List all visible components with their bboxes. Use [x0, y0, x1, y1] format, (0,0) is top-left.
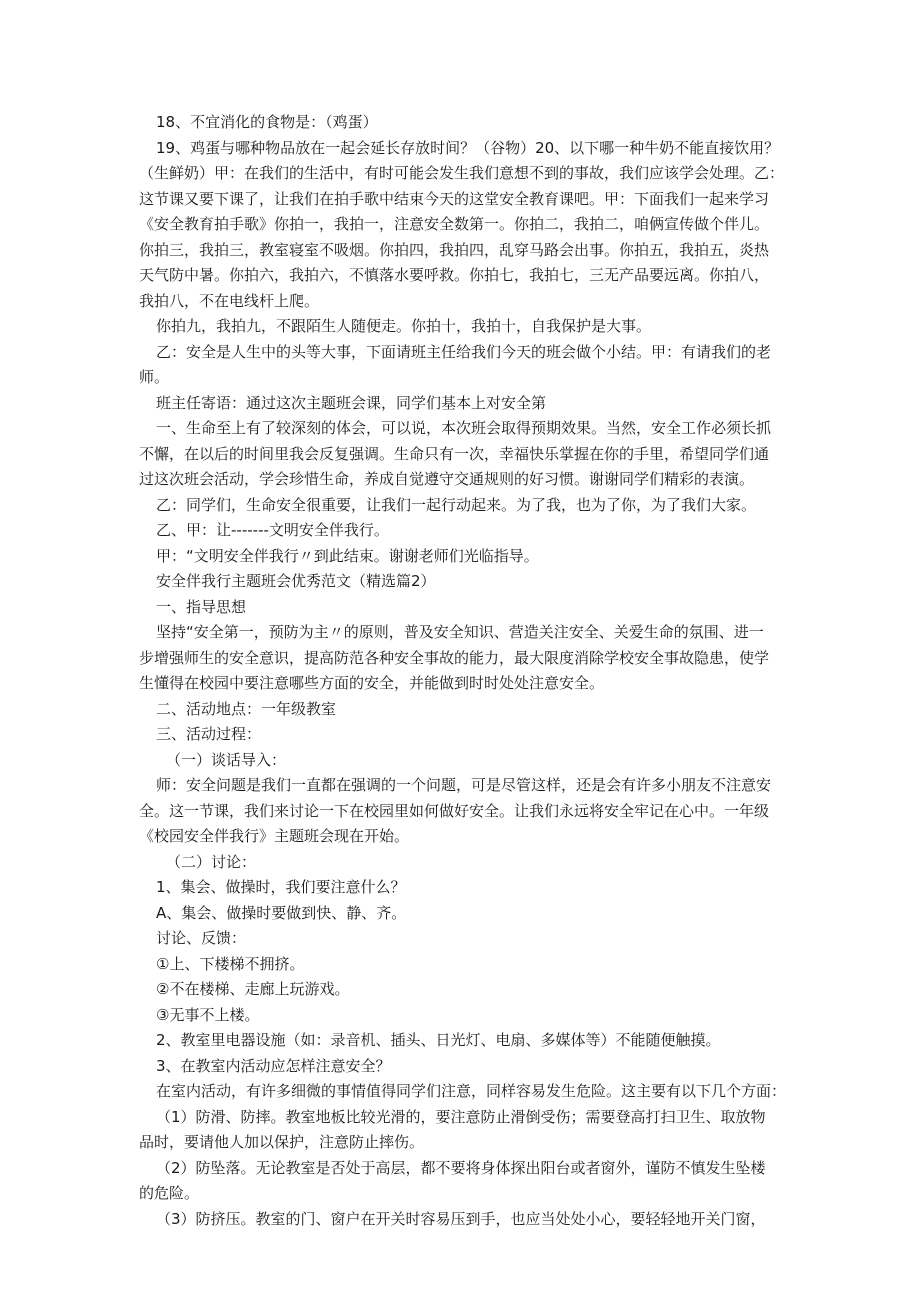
text-line: 1、集会、做操时，我们要注意什么？: [156, 878, 406, 896]
text-line: （3）防挤压。教室的门、窗户在开关时容易压到手，也应当处处小心，要轻轻地开关门窗，: [156, 1210, 766, 1228]
text-line: 你拍三，我拍三，教室寝室不吸烟。你拍四，我拍四，乱穿马路会出事。你拍五，我拍五，炎热: [139, 241, 770, 259]
text-line: 班主任寄语：通过这次主题班会课，同学们基本上对安全第: [156, 394, 547, 412]
text-line: 坚持“安全第一，预防为主〃的原则，普及安全知识、营造关注安全、关爱生命的氛围、进一: [156, 623, 764, 641]
text-line: 讨论、反馈：: [156, 929, 247, 947]
subsection-heading: （二）讨论：: [166, 853, 257, 871]
section-heading: 三、活动过程：: [156, 725, 262, 743]
text-line: 《校园安全伴我行》主题班会现在开始。: [139, 827, 410, 845]
text-line: （2）防坠落。无论教室是否处于高层，都不要将身体探出阳台或者窗外，谨防不慎发生坠楼: [156, 1159, 766, 1177]
text-line: 步增强师生的安全意识，提高防范各种安全事故的能力，最大限度消除学校安全事故隐患，使学: [139, 649, 770, 667]
text-line: 不懈，在以后的时间里我会反复强调。生命只有一次，幸福快乐掌握在你的手里，希望同学们通: [139, 445, 770, 463]
section-heading: 安全伴我行主题班会优秀范文（精选篇2）: [156, 572, 436, 590]
text-line: 《安全教育拍手歌》你拍一，我拍一，注意安全数第一。你拍二，我拍二，咱俩宣传做个伴儿。: [139, 215, 770, 233]
text-line: 18、不宜消化的食物是：（鸡蛋）: [156, 113, 378, 131]
text-line: 品时，要请他人加以保护，注意防止摔伤。: [139, 1133, 425, 1151]
list-item: ②不在楼梯、走廊上玩游戏。: [156, 980, 350, 998]
text-line: 的危险。: [139, 1184, 200, 1202]
list-item: ①上、下楼梯不拥挤。: [156, 955, 305, 973]
text-line: （1）防滑、防摔。教室地板比较光滑的，要注意防止滑倒受伤；需要登高打扫卫生、取放物: [156, 1108, 766, 1126]
text-line: 我拍八，不在电线杆上爬。: [139, 292, 320, 310]
text-line: （生鲜奶）甲：在我们的生活中，有时可能会发生我们意想不到的事故，我们应该学会处理。乙：: [139, 164, 785, 182]
text-line: 乙、甲：让-------文明安全伴我行。: [156, 521, 389, 539]
text-line: 这节课又要下课了，让我们在拍手歌中结束今天的这堂安全教育课吧。甲：下面我们一起来学习: [139, 190, 770, 208]
text-line: 过这次班会活动，学会珍惜生命，养成自觉遵守交通规则的好习惯。谢谢同学们精彩的表演。: [139, 470, 755, 488]
text-line: 师：安全问题是我们一直都在强调的一个问题，可是尽管这样，还是会有许多小朋友不注意安: [156, 776, 772, 794]
text-line: A、集会、做操时要做到快、静、齐。: [156, 904, 407, 922]
section-heading: 一、指导思想: [156, 598, 247, 616]
text-line: 2、教室里电器设施（如：录音机、插头、日光灯、电扇、多媒体等）不能随便触摸。: [156, 1031, 721, 1049]
text-line: 在室内活动，有许多细微的事情值得同学们注意，同样容易发生危险。这主要有以下几个方面：: [156, 1082, 787, 1100]
text-line: 乙：安全是人生中的头等大事，下面请班主任给我们今天的班会做个小结。甲：有请我们的老: [156, 343, 772, 361]
text-line: 3、在教室内活动应怎样注意安全？: [156, 1057, 391, 1075]
text-line: 乙：同学们，生命安全很重要，让我们一起行动起来。为了我，也为了你，为了我们大家。: [156, 496, 757, 514]
section-heading: 二、活动地点：一年级教室: [156, 700, 337, 718]
text-line: 你拍九，我拍九，不跟陌生人随便走。你拍十，我拍十，自我保护是大事。: [156, 317, 652, 335]
text-line: 一、生命至上有了较深刻的体会，可以说，本次班会取得预期效果。当然，安全工作必须长抓: [156, 419, 772, 437]
list-item: ③无事不上楼。: [156, 1006, 260, 1024]
text-line: 全。这一节课，我们来讨论一下在校园里如何做好安全。让我们永远将安全牢记在心中。一年级: [139, 802, 770, 820]
text-line: 天气防中暑。你拍六，我拍六，不慎落水要呼救。你拍七，我拍七，三无产品要远离。你拍八，: [139, 266, 770, 284]
text-line: 甲：“文明安全伴我行〃到此结束。谢谢老师们光临指导。: [156, 547, 539, 565]
text-line: 师。: [139, 368, 170, 386]
text-line: 19、鸡蛋与哪种物品放在一起会延长存放时间？（谷物）20、以下哪一种牛奶不能直接饮用？: [156, 139, 780, 157]
text-line: 生懂得在校园中要注意哪些方面的安全，并能做到时时处处注意安全。: [139, 674, 605, 692]
subsection-heading: （一）谈话导入：: [166, 751, 287, 769]
